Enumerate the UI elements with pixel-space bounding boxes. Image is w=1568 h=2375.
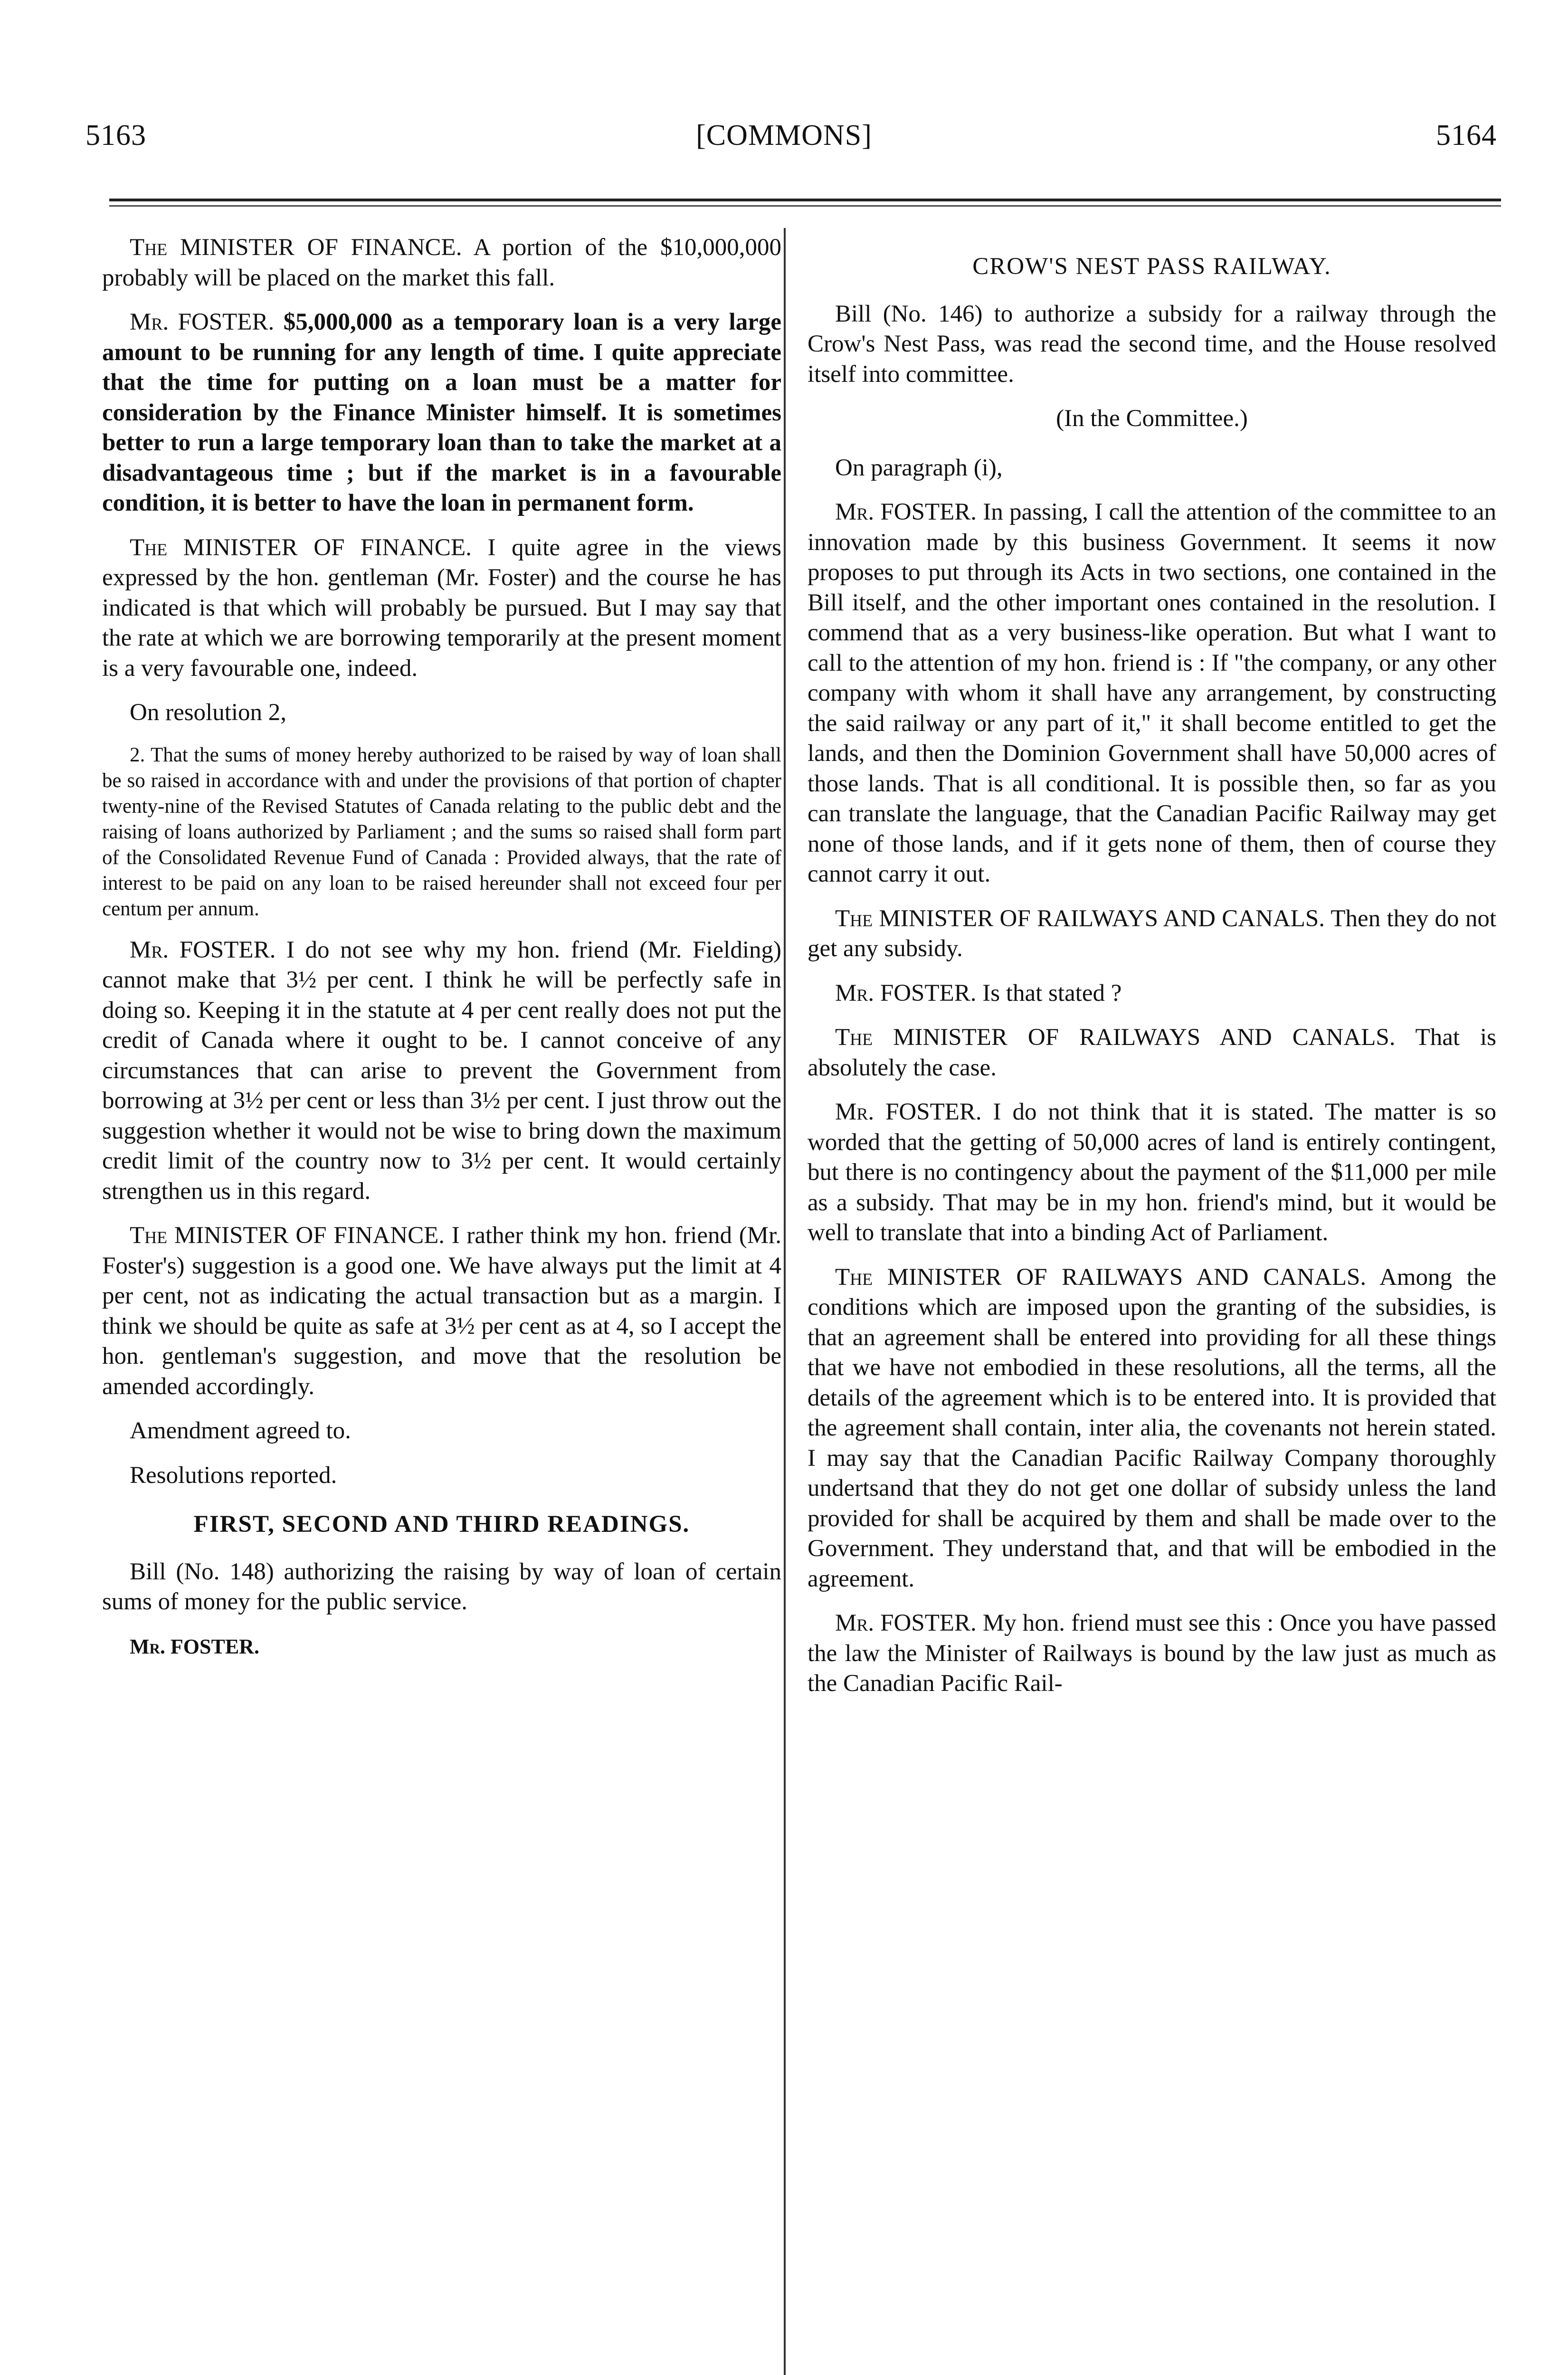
paragraph <box>808 978 1496 1009</box>
paragraph <box>808 497 1496 890</box>
header-title: [COMMONS] <box>696 119 872 152</box>
left-column <box>102 233 781 1676</box>
procedural-note: Resolutions reported. <box>130 1462 337 1489</box>
section-heading: FIRST, SECOND AND THIRD READINGS. <box>193 1511 690 1538</box>
paragraph <box>808 1023 1496 1083</box>
paragraph: Bill (No. 146) to authorize a subsidy for a railway through the Crow's Nest Pass, was read the second time, and the House resolved itself into committee. <box>808 300 1496 388</box>
paragraph <box>808 1608 1496 1699</box>
speech-text: I do not see why my hon. friend (Mr. Fielding) cannot make that 3½ per cent. I think he will be perfectly safe in doing so. Keeping it in the statute at 4 per cent really does not put the credit of Canada where it ought to be. I cannot conceive of any circumstances that can arise to prevent the Government from borrowing at 3½ per cent or less than 3½ per cent. I just throw out the suggestion whether it would not be wise to bring down the maximum credit limit of the country now to 3½ per cent. It would certainly strengthen us in this regard. <box>102 936 781 1205</box>
paragraph <box>808 1263 1496 1595</box>
speech-text: Then they do not get any subsidy. <box>808 905 1497 962</box>
header-rule-secondary <box>109 205 1501 207</box>
speaker: Mr. FOSTER. <box>835 499 977 525</box>
speech-text: Is that stated ? <box>976 979 1122 1007</box>
paragraph <box>102 533 781 684</box>
speaker: The MINISTER OF FINANCE. <box>130 234 462 261</box>
right-column <box>808 233 1496 1713</box>
procedural-note: On paragraph (i), <box>835 454 1003 481</box>
speaker: The MINISTER OF RAILWAYS AND CANALS. <box>835 905 1325 932</box>
speech-text: A portion of the $10,000,000 probably will be placed on the market this fall. <box>102 234 781 291</box>
speech-text: I rather think my hon. friend (Mr. Foster's) suggestion is a good one. We have always put the limit at 4 per cent, not as indicating the actual transaction but as a margin. I think we should be quite as safe at 3½ per cent as at 4, so I accept the hon. gentleman's suggestion, and move that the resolution be amended accordingly. <box>102 1222 781 1400</box>
resolution-quote: 2. That the sums of money hereby authorized to be raised by way of loan shall be so raised in accordance with and under the provisions of that portion of chapter twenty-nine of the Revised Statutes of Canada relating to the public debt and the raising of loans authorized by Parliament ; and the sums so raised shall form part of the Consolidated Revenue Fund of Canada : Provided always, that the rate of interest to be paid on any loan to be raised hereunder shall not exceed four per centum per annum. <box>102 743 781 920</box>
speech-text: Among the conditions which are imposed upon the granting of the subsidies, is that an agreement shall be entered into providing for all these things that we have not embodied in these resolutions, all the terms, all the details of the agreement which is to be entered into. It is provided that the agreement shall contain, inter alia, the covenants not herein stated. I may say that the Canadian Pacific Railway Company thoroughly undertsand that they do not get one dollar of subsidy unless the land provided for shall be acquired by them and shall be made over to the Government. They understand that, and that will be embodied in the agreement. <box>808 1264 1496 1592</box>
paragraph <box>102 307 781 519</box>
page-header <box>0 119 1568 166</box>
speech-text: I quite agree in the views expressed by the hon. gentleman (Mr. Foster) and the course he has indicated is that which will probably be pursued. But I may say that the rate at which we are borrowing temporarily at the present moment is a very favourable one, indeed. <box>102 534 781 682</box>
speaker: The MINISTER OF FINANCE. <box>130 1222 445 1249</box>
page-number-left: 5163 <box>86 119 146 152</box>
speaker: Mr. FOSTER. <box>130 936 276 963</box>
speaker: The MINISTER OF FINANCE. <box>130 534 472 561</box>
column-divider <box>784 228 786 2375</box>
speaker-continued: Mr. FOSTER. <box>130 1634 259 1658</box>
speaker: Mr. FOSTER. <box>835 1610 977 1636</box>
procedural-note: On resolution 2, <box>130 699 287 726</box>
committee-note: (In the Committee.) <box>1056 405 1248 432</box>
speaker: The MINISTER OF RAILWAYS AND CANALS. <box>835 1264 1367 1291</box>
speaker: The MINISTER OF RAILWAYS AND CANALS. <box>835 1024 1396 1051</box>
section-heading: CROW'S NEST PASS RAILWAY. <box>972 253 1331 280</box>
paragraph: Bill (No. 148) authorizing the raising by way of loan of certain sums of money for the public service. <box>102 1558 781 1615</box>
speech-text: In passing, I call the attention of the committee to an innovation made by this business Government. It seems it now proposes to put through its Acts in two sections, one contained in the Bill itself, and the other important ones contained in the resolution. I commend that as a very business-like operation. But what I want to call to the attention of my hon. friend is : If "the company, or any other company with whom it shall have any arrangement, by constructing the said railway or any part of it," it shall become entitled to get the lands, and then the Dominion Government shall have 50,000 acres of those lands. That is all conditional. It is possible then, so far as you can translate the language, that the Canadian Pacific Railway may get none of those lands, and if it gets none of them, then of course they cannot carry it out. <box>808 499 1496 887</box>
page-number-right: 5164 <box>1436 119 1497 152</box>
procedural-note: Amendment agreed to. <box>130 1417 351 1444</box>
speaker: Mr. FOSTER. <box>130 309 275 335</box>
paragraph <box>102 1221 781 1402</box>
speech-text: $5,000,000 as a temporary loan is a very large amount to be running for any length of time. I quite appreciate that the time for putting on a loan must be a matter for consideration by the Finance Minister himself. It is sometimes better to run a large temporary loan than to take the market at a disadvantageous time ; but if the market is in a favourable condition, it is better to have the loan in permanent form. <box>102 309 781 516</box>
speech-text: That is absolutely the case. <box>808 1024 1496 1081</box>
speech-text: My hon. friend must see this : Once you have passed the law the Minister of Railways is bound by the law just as much as the Canadian Pacific Rail- <box>808 1610 1496 1697</box>
paragraph <box>102 935 781 1207</box>
paragraph <box>102 233 781 293</box>
speaker: Mr. FOSTER. <box>835 1099 982 1125</box>
speech-text: I do not think that it is stated. The matter is so worded that the getting of 50,000 acres of land is entirely contingent, but there is no contingency about the payment of the $11,000 per mile as a subsidy. That may be in my hon. friend's mind, but it would be well to translate that into a binding Act of Parliament. <box>808 1099 1496 1246</box>
paragraph <box>808 1097 1496 1248</box>
speaker: Mr. FOSTER. <box>835 979 977 1007</box>
header-rule <box>109 199 1501 201</box>
paragraph <box>808 904 1496 964</box>
